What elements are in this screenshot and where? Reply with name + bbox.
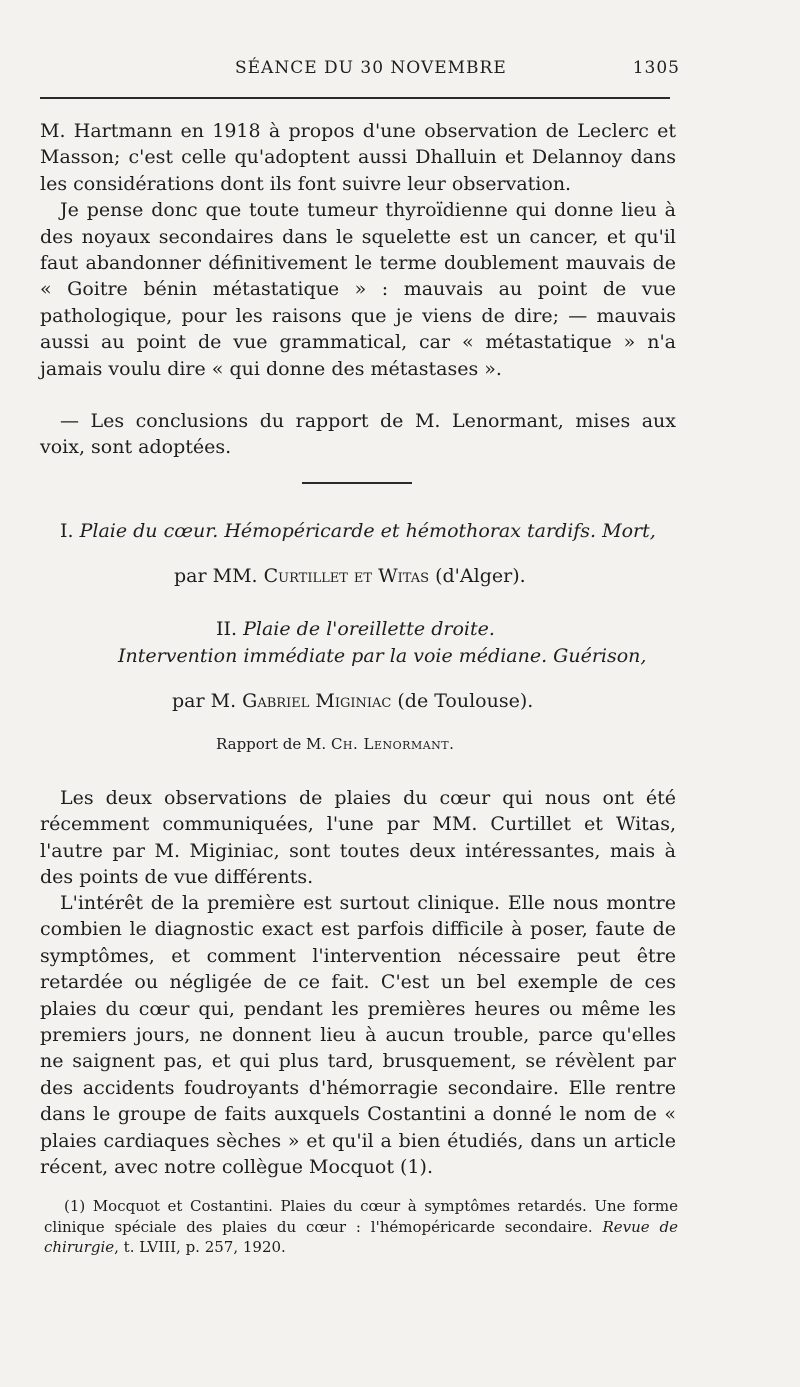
title-1-text: Plaie du cœur. Hémopéricarde et hémothorax tardifs. Mort,: [79, 520, 656, 542]
footnote-text: Mocquot et Costantini. Plaies du cœur à symptômes retardés. Une forme clinique spéciale des plaies du cœur : l'hémopéricarde secondaire.: [44, 1197, 678, 1236]
report-prefix: Rapport de M.: [216, 735, 327, 753]
footnote-reference: (1): [400, 1156, 427, 1179]
footnote-paragraph: [44, 1196, 678, 1258]
authors-1-place: (d'Alger).: [435, 565, 526, 587]
authors-1: [174, 565, 526, 587]
authors-2-place: (de Toulouse).: [397, 690, 534, 712]
paragraph-intro: Les deux observations de plaies du cœur qui nous ont été récemment communiquées, l'une par MM. Curtillet et Witas, l'autre par M. Miginiac, sont toutes deux intéressantes, mais à des points de vue différents.: [40, 787, 676, 889]
text-block-top: [40, 118, 676, 382]
paragraph-vote: — Les conclusions du rapport de M. Lenormant, mises aux voix, sont adoptées.: [40, 410, 676, 459]
paragraph-clinical-text: L'intérêt de la première est surtout clinique. Elle nous montre combien le diagnostic exact est parfois difficile à poser, faute de symptômes, et comment l'intervention nécessaire peut être retardée ou négligée de ce fait. C'est un bel exemple de ces plaies du cœur qui, pendant les premières heures ou même les premiers jours, ne donnent lieu à aucun trouble, parce qu'elles ne saignent pas, et qui plus tard, brusquement, se révèlent par des accidents foudroyants d'hémorragie secondaire. Elle rentre dans le groupe de faits auxquels Costantini a donné le nom de « plaies cardiaques sèches » et qu'il a bien étudiés, dans un article récent, avec notre collègue Mocquot: [40, 892, 676, 1179]
text-block-body-2: [40, 890, 676, 1180]
article-title-1: [60, 520, 656, 542]
authors-2: [172, 690, 533, 712]
report-byline: [216, 735, 454, 753]
paragraph-conclusion: Je pense donc que toute tumeur thyroïdienne qui donne lieu à des noyaux secondaires dans le squelette est un cancer, et qu'il faut abandonner définitivement le terme doublement mauvais de « Goitre bénin métastatique » : mauvais au point de vue pathologique, pour les raisons que je viens de dire; — mauvais aussi au point de vue grammatical, car « métastatique » n'a jamais voulu dire « qui donne des métastases ».: [40, 199, 676, 380]
page-header: [40, 58, 680, 84]
footnote-ref: , t. LVIII, p. 257, 1920.: [114, 1238, 286, 1256]
authors-1-prefix: par MM.: [174, 565, 258, 587]
article-title-2-line-1: [216, 618, 495, 640]
paragraph-continuation: M. Hartmann en 1918 à propos d'une observation de Leclerc et Masson; c'est celle qu'adoptent aussi Dhalluin et Delannoy dans les considérations dont ils font suivre leur observation.: [40, 120, 676, 195]
header-rule: [40, 97, 670, 99]
title-2-line-1-text: Plaie de l'oreillette droite.: [243, 618, 495, 640]
footnote: [44, 1196, 678, 1258]
running-title: SÉANCE DU 30 NOVEMBRE: [235, 58, 507, 78]
footnote-journal: Revue de chirurgie: [44, 1217, 678, 1256]
article-title-2-line-2: Intervention immédiate par la voie médiane. Guérison,: [118, 645, 647, 667]
paragraph-clinical-end: .: [426, 1156, 434, 1179]
title-1-number: I.: [60, 520, 74, 542]
report-author: Ch. Lenormant.: [330, 735, 455, 753]
text-block-body-1: [40, 785, 676, 891]
paragraph-clinical: [40, 890, 676, 1180]
section-divider: [302, 482, 412, 484]
title-2-number: II.: [216, 618, 238, 640]
page-number: 1305: [632, 58, 680, 78]
text-block-vote: [40, 408, 676, 461]
footnote-mark: (1): [64, 1197, 86, 1215]
authors-2-name: Gabriel Miginiac: [242, 690, 392, 712]
authors-2-prefix: par M.: [172, 690, 237, 712]
authors-1-names: Curtillet et Witas: [263, 565, 430, 587]
